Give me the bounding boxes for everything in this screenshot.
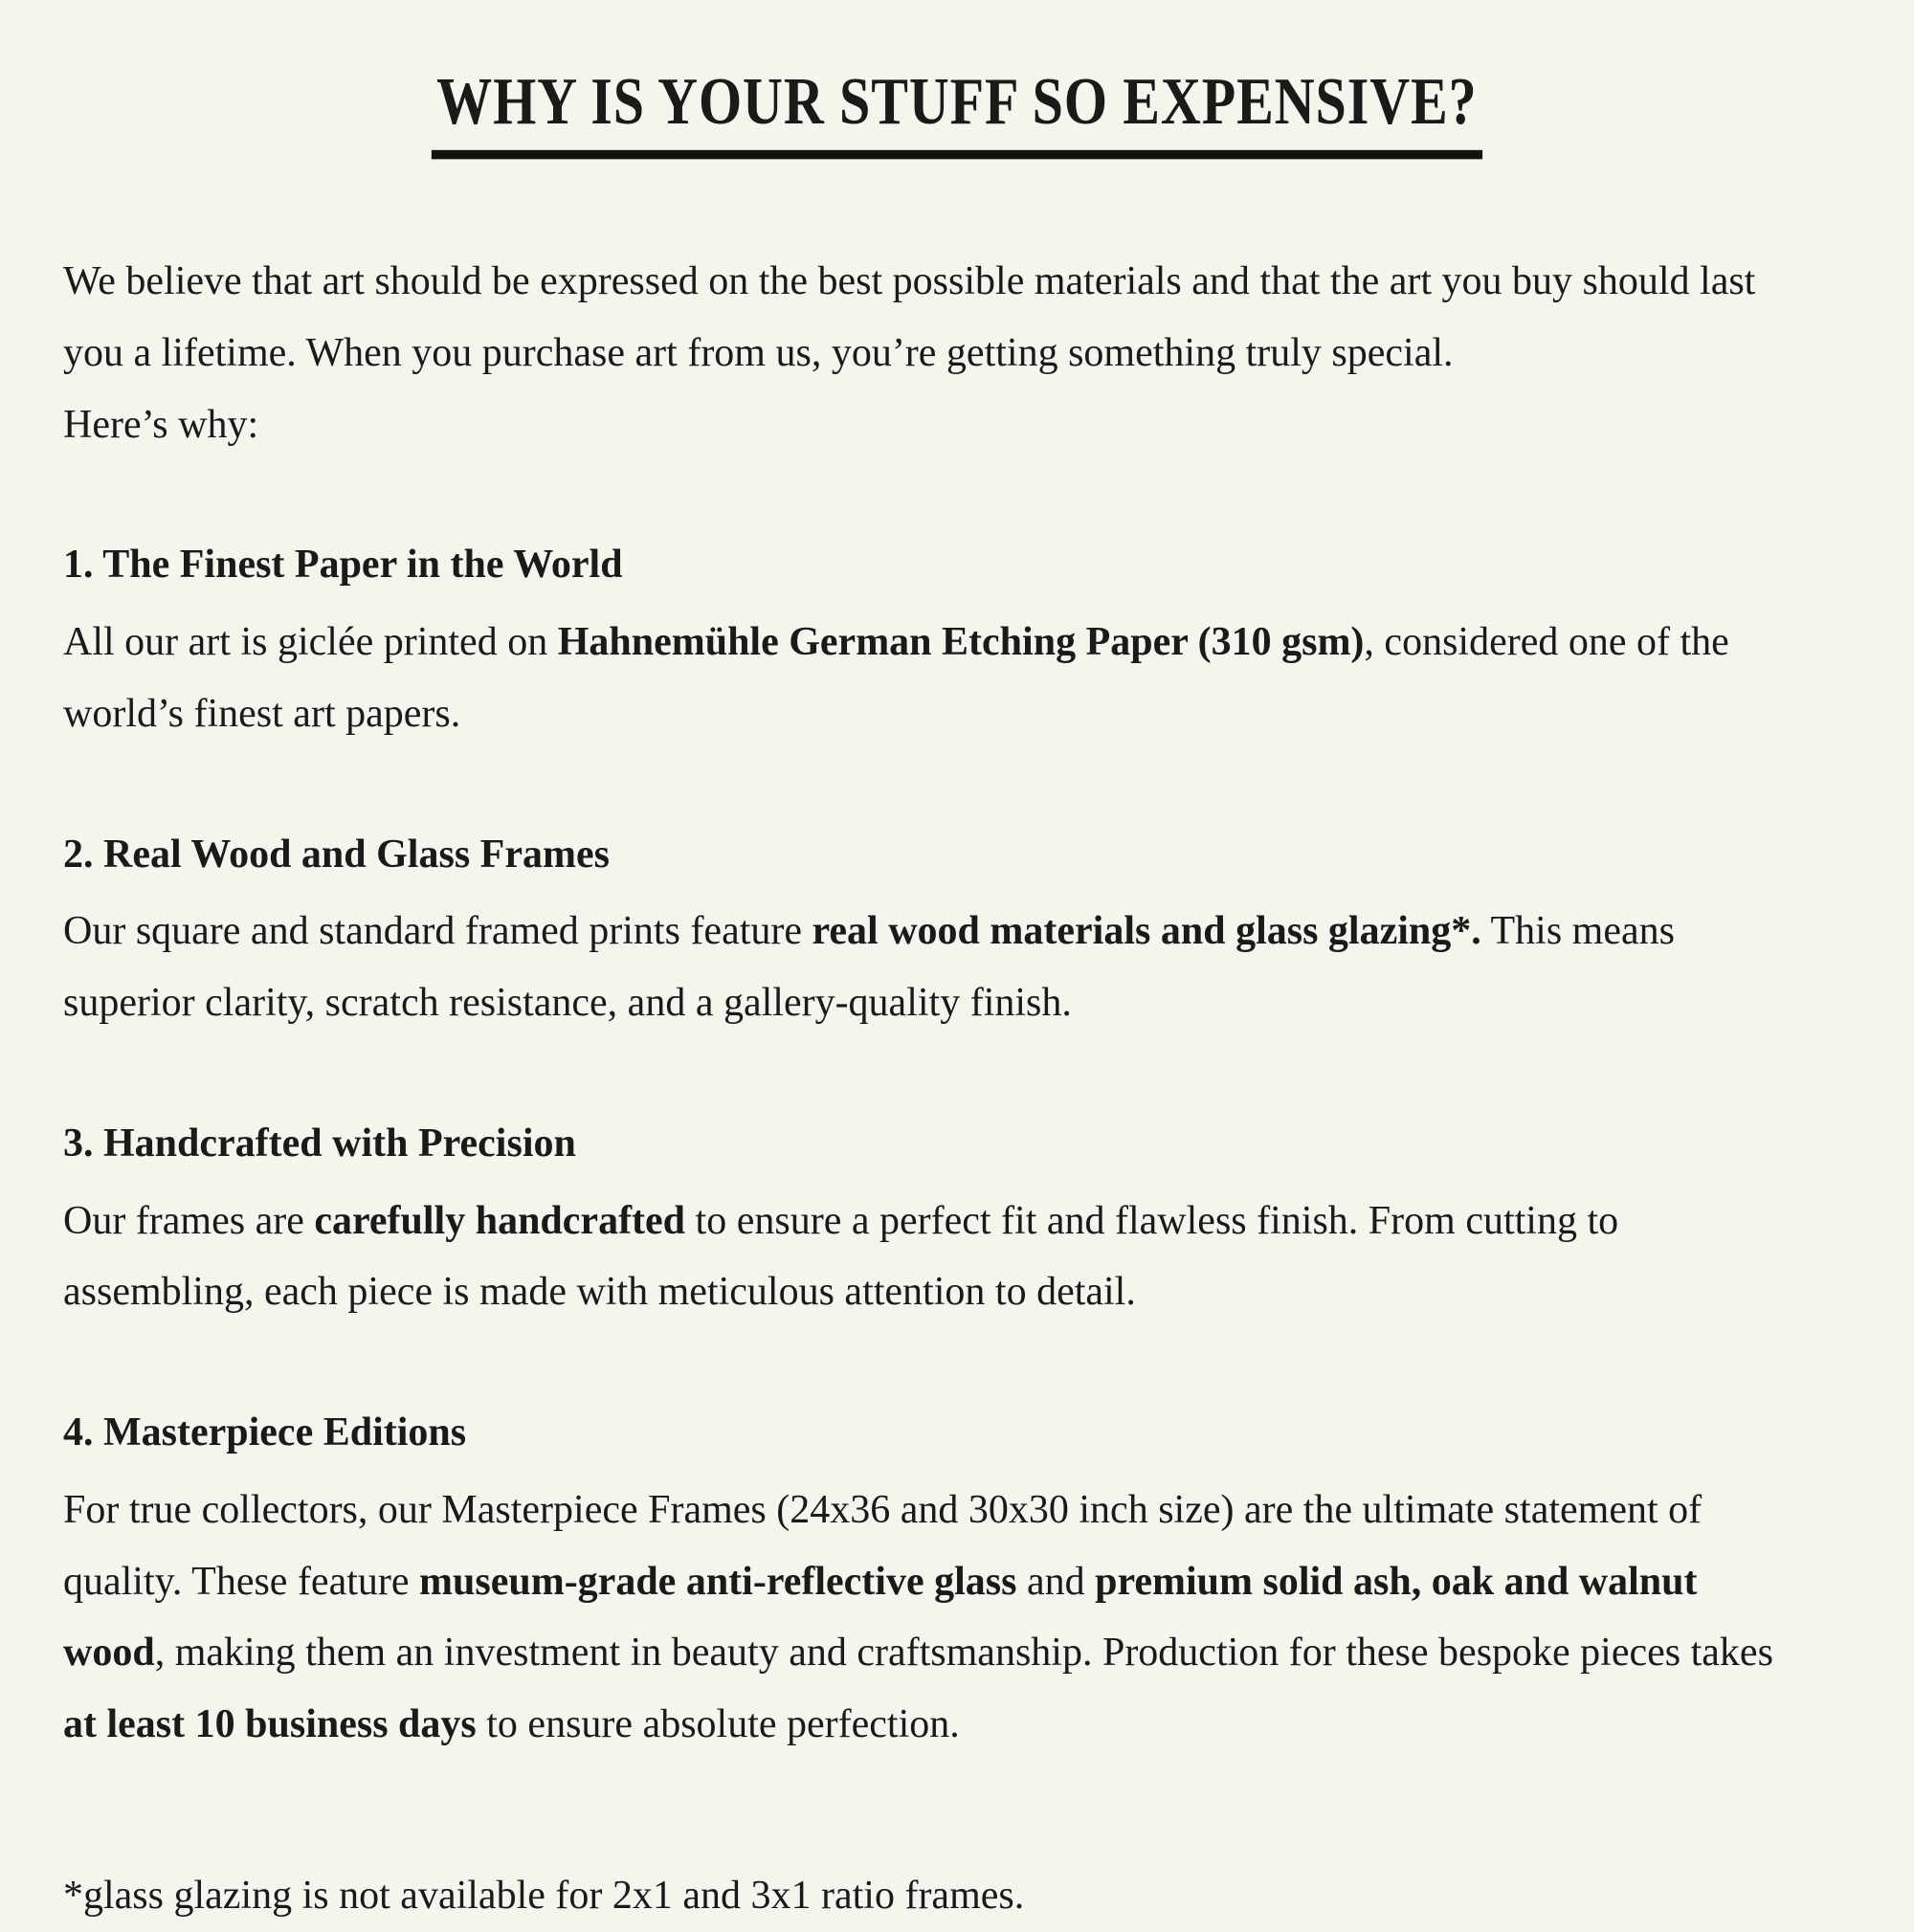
page-title (0, 64, 1914, 154)
sections-container (63, 529, 1799, 1761)
section-heading: 2. Real Wood and Glass Frames (63, 832, 610, 877)
regular-text: Our frames are (63, 1198, 315, 1243)
regular-text: , considered one of the world’s finest art papers. (63, 620, 1729, 736)
section-body (63, 896, 1799, 1039)
bold-text: premium solid ash, oak and walnut wood (63, 1559, 1698, 1676)
page-title-text: WHY IS YOUR STUFF SO EXPENSIVE? (432, 69, 1482, 159)
section-2 (63, 819, 1799, 1039)
section-1 (63, 529, 1799, 749)
regular-text: to ensure a perfect fit and flawless finish. From cutting to assembling, each piece is made with meticulous attention to detail. (63, 1198, 1619, 1315)
intro-tagline: Here’s why: (63, 402, 259, 447)
regular-text: and (1016, 1559, 1096, 1604)
section-body (63, 1186, 1799, 1329)
bold-text: Hahnemühle German Etching Paper (310 gsm) (557, 620, 1365, 664)
section-heading: 4. Masterpiece Editions (63, 1410, 467, 1455)
bold-text: carefully handcrafted (314, 1198, 686, 1243)
bold-text: at least 10 business days (63, 1702, 477, 1746)
section-3 (63, 1108, 1799, 1328)
section-heading: 3. Handcrafted with Precision (63, 1121, 576, 1166)
section-4 (63, 1397, 1799, 1761)
section-heading: 1. The Finest Paper in the World (63, 543, 623, 588)
regular-text: Our square and standard framed prints feature (63, 909, 812, 954)
regular-text: , making them an investment in beauty and craftsmanship. Production for these bespoke pieces takes (154, 1631, 1773, 1676)
regular-text: to ensure absolute perfection. (476, 1702, 960, 1746)
section-body (63, 1475, 1799, 1761)
bold-text: museum-grade anti-reflective glass (419, 1559, 1017, 1604)
footnote: *glass glazing is not available for 2x1 and 3x1 ratio frames. (63, 1873, 1025, 1918)
bold-text: real wood materials and glass glazing*. (812, 909, 1481, 954)
regular-text: For true collectors, our Masterpiece Frames (24x36 and 30x30 inch size) are the ultimate statement of quality. These feature (63, 1487, 1703, 1604)
intro-paragraph (63, 246, 1799, 460)
regular-text: This means superior clarity, scratch resistance, and a gallery-quality finish. (63, 909, 1675, 1025)
intro-text: We believe that art should be expressed on the best possible materials and that the art you buy should last you a lifetime. When you purchase art from us, you’re getting something truly special. (63, 259, 1756, 375)
regular-text: All our art is giclée printed on (63, 620, 558, 664)
section-body (63, 607, 1799, 750)
